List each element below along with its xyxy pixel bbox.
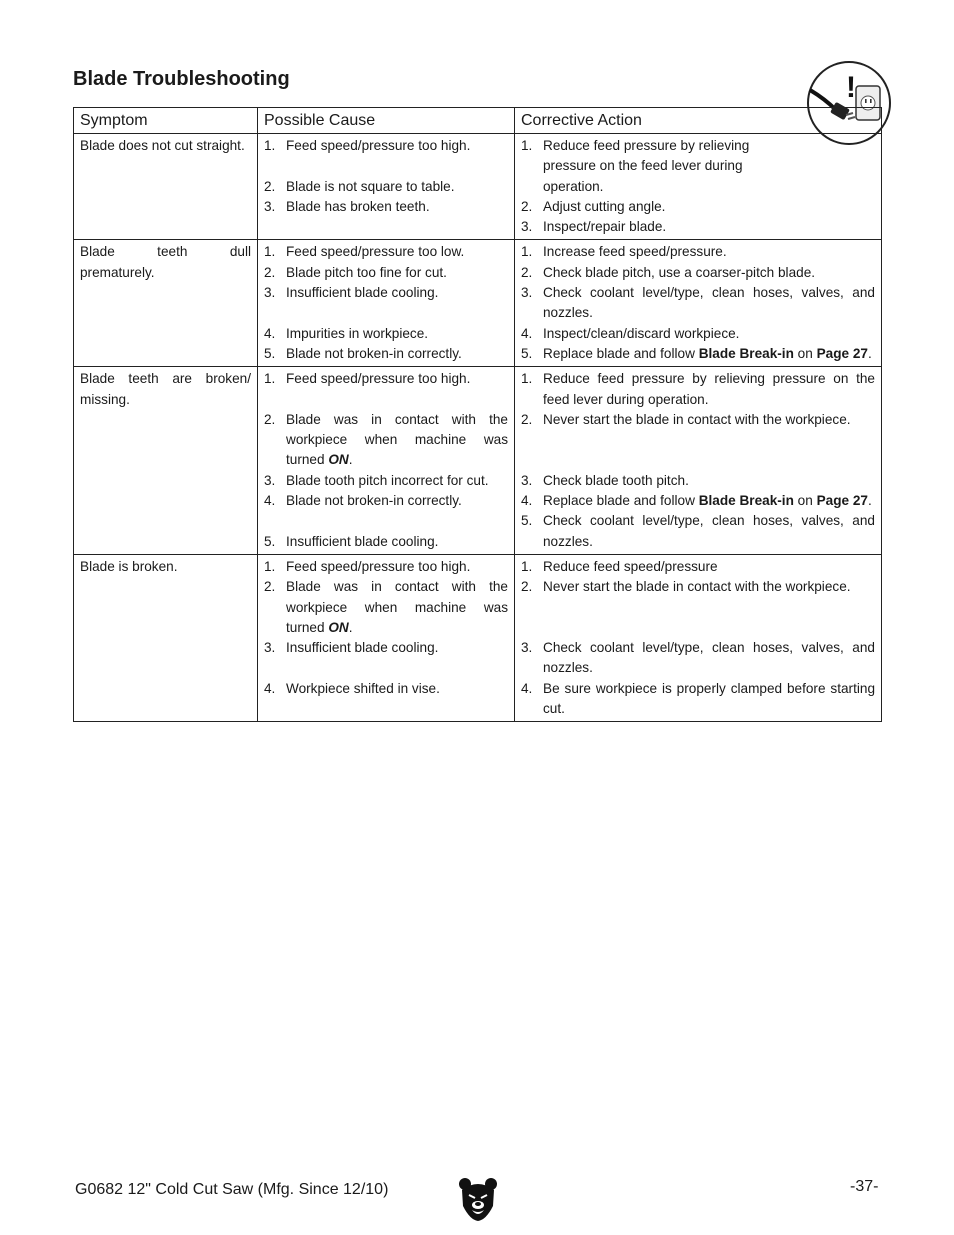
action-item: 1. Reduce feed speed/pressure xyxy=(521,558,718,574)
header-possible-cause: Possible Cause xyxy=(258,108,515,134)
cause-item: 5. Blade not broken-in correctly. xyxy=(264,345,462,361)
action-item: 4. Replace blade and follow Blade Break-in on Page 27. xyxy=(521,493,872,509)
symptom-cell xyxy=(74,240,258,367)
svg-text:!: ! xyxy=(846,71,856,104)
action-item: 2. Never start the blade in contact with the workpiece. xyxy=(521,579,851,595)
cause-item: 3. Blade tooth pitch incorrect for cut. xyxy=(264,472,489,488)
action-item: 2. Check blade pitch, use a coarser-pitch blade. xyxy=(521,264,816,280)
action-item: 1. Reduce feed pressure by relieving pressure on the feed lever during operation. xyxy=(521,138,750,194)
symptom-cell xyxy=(74,367,258,555)
table-header-row xyxy=(74,108,882,134)
cause-item: 2. Blade was in contact with the workpiece when machine was turned ON. xyxy=(264,411,508,468)
cause-item: 4. Impurities in workpiece. xyxy=(264,325,429,341)
header-symptom: Symptom xyxy=(74,108,258,134)
cause-item: 2. Blade pitch too fine for cut. xyxy=(264,264,447,280)
cause-cell xyxy=(258,367,515,555)
action-item: 5. Check coolant level/type, clean hoses, valves, and nozzles. xyxy=(521,513,875,549)
action-item: 3. Inspect/repair blade. xyxy=(521,219,667,235)
cause-item: 2. Blade was in contact with the workpiece when machine was turned ON. xyxy=(264,579,508,635)
action-cell xyxy=(515,367,882,555)
cause-item: 1. Feed speed/pressure too low. xyxy=(264,244,465,260)
cause-item: 1. Feed speed/pressure too high. xyxy=(264,138,471,153)
symptom-cell xyxy=(74,134,258,240)
cause-cell xyxy=(258,240,515,367)
action-item: 3. Check coolant level/type, clean hoses, valves, and nozzles. xyxy=(521,285,875,321)
action-item: 5. Replace blade and follow Blade Break-in on Page 27. xyxy=(521,345,872,361)
troubleshooting-table xyxy=(73,107,882,722)
cause-item: 1. Feed speed/pressure too high. xyxy=(264,371,471,387)
action-item: 2. Never start the blade in contact with the workpiece. xyxy=(521,411,851,427)
cause-cell xyxy=(258,134,515,240)
symptom-text: Blade does not cut straight. xyxy=(80,138,245,153)
symptom-text: Blade teeth dull prematurely. xyxy=(80,244,251,280)
symptom-cell xyxy=(74,554,258,721)
action-item: 3. Check coolant level/type, clean hoses, valves, and nozzles. xyxy=(521,640,875,676)
symptom-text: Blade teeth are broken/ missing. xyxy=(80,371,251,407)
symptom-text: Blade is broken. xyxy=(80,558,178,574)
action-item: 1. Increase feed speed/pressure. xyxy=(521,244,727,260)
cause-item: 3. Insufficient blade cooling. xyxy=(264,285,439,301)
header-corrective-action: Corrective Action xyxy=(515,108,882,134)
cause-item: 4. Blade not broken-in correctly. xyxy=(264,493,462,509)
cause-item: 3. Insufficient blade cooling. xyxy=(264,640,439,656)
action-item: 4. Inspect/clean/discard workpiece. xyxy=(521,325,740,341)
footer-model-text: G0682 12" Cold Cut Saw (Mfg. Since 12/10) xyxy=(75,1181,389,1198)
action-cell xyxy=(515,240,882,367)
cause-item: 1. Feed speed/pressure too high. xyxy=(264,558,471,574)
action-cell xyxy=(515,134,882,240)
cause-item: 2. Blade is not square to table. xyxy=(264,178,455,194)
table-row xyxy=(74,554,882,721)
table-row xyxy=(74,134,882,240)
cause-item: 3. Blade has broken teeth. xyxy=(264,198,430,214)
action-item: 3. Check blade tooth pitch. xyxy=(521,472,689,488)
cause-item: 5. Insufficient blade cooling. xyxy=(264,533,439,549)
page-number: -37- xyxy=(850,1178,879,1195)
action-item: 2. Adjust cutting angle. xyxy=(521,198,666,214)
page-title: Blade Troubleshooting xyxy=(73,68,290,90)
action-cell xyxy=(515,554,882,721)
action-item: 4. Be sure workpiece is properly clamped before starting cut. xyxy=(521,680,875,717)
action-item: 1. Reduce feed pressure by relieving pressure on the feed lever during operation. xyxy=(521,371,875,407)
grizzly-bear-logo xyxy=(458,1176,498,1222)
cause-item: 4. Workpiece shifted in vise. xyxy=(264,680,440,696)
table-row xyxy=(74,367,882,555)
cause-cell xyxy=(258,554,515,721)
table-row xyxy=(74,240,882,367)
